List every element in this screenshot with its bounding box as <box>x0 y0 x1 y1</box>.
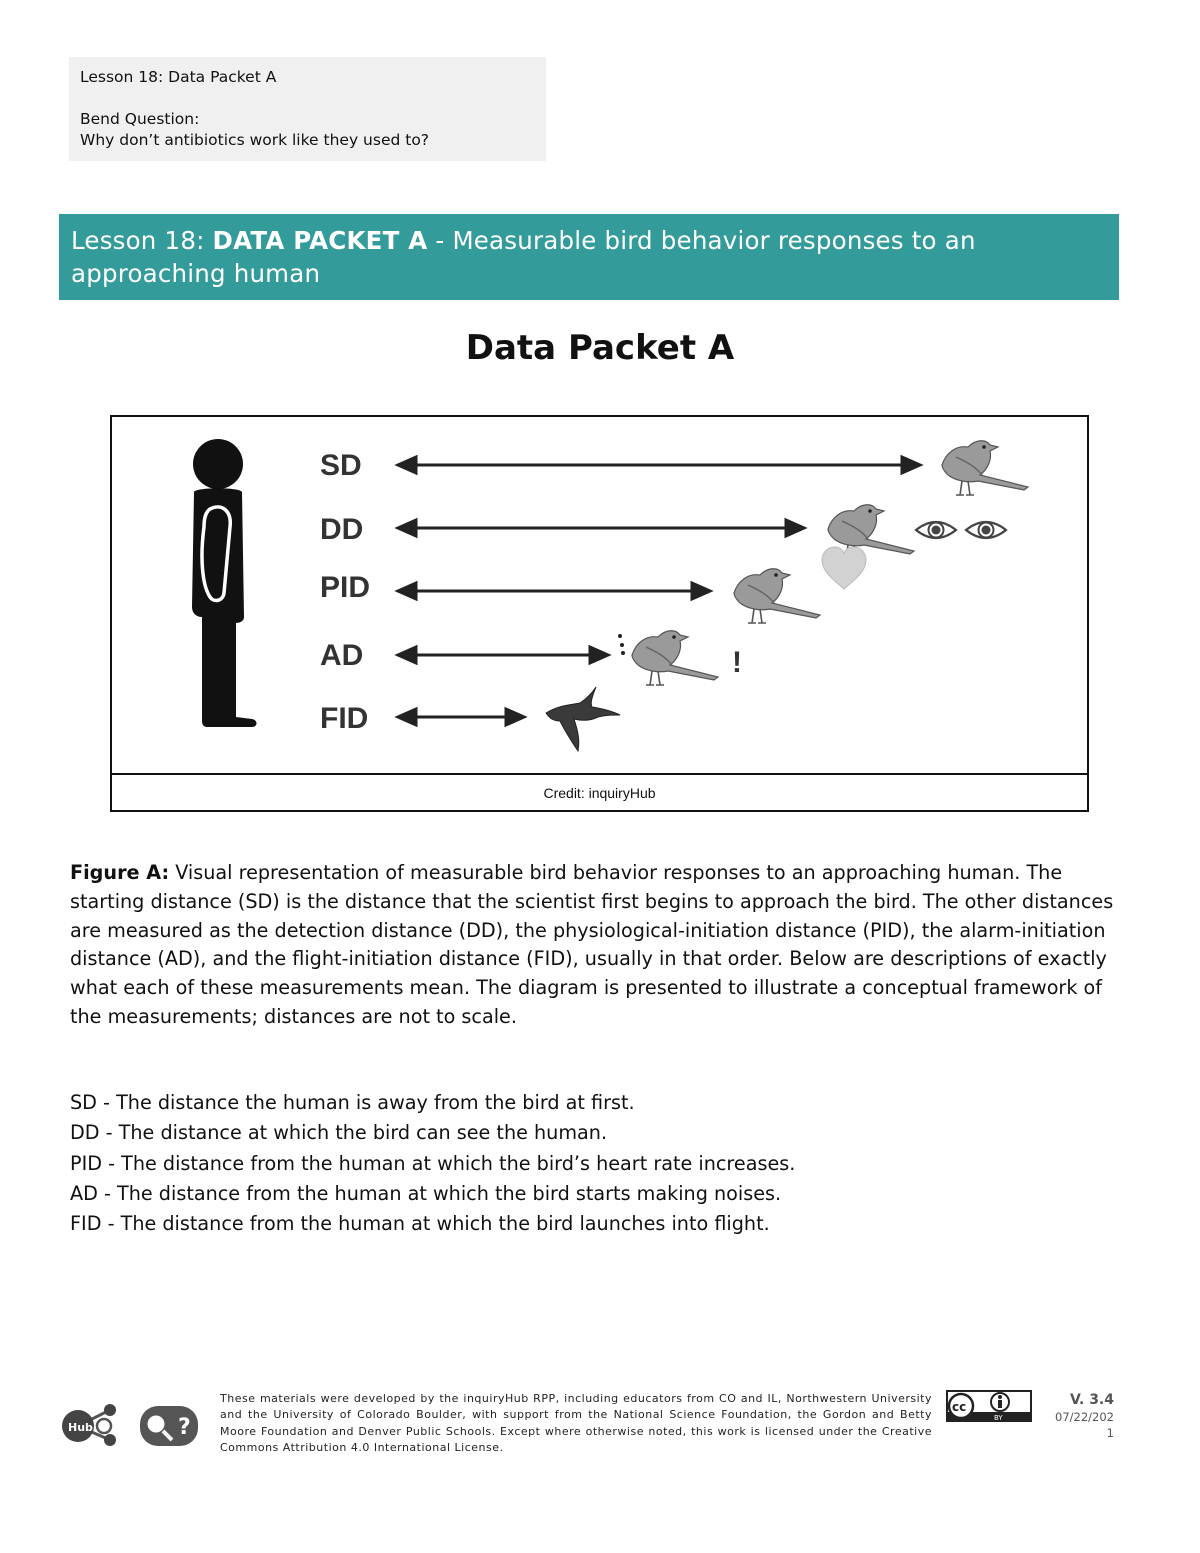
page-title: Data Packet A <box>465 328 735 368</box>
definition-fid: FID - The distance from the human at which the bird launches into flight. <box>70 1212 770 1236</box>
label-pid: PID <box>320 571 371 604</box>
definition-sd: SD - The distance the human is away from the bird at first. <box>70 1091 635 1114</box>
footer-license-text: These materials were developed by the inquiryHub RPP, including educators from CO and IL, Northwestern University and the University of Colorado Boulder, with support from the National Science Foundation, the Gordon and Betty Moore Foundation and Denver Public Schools. Except where otherwise noted, this work is licensed under the Creative Commons Attribution 4.0 International License. <box>220 1392 932 1455</box>
version-block <box>1040 1392 1114 1441</box>
alarm-marks-icon <box>618 634 625 655</box>
figure-a <box>110 415 1089 812</box>
cc-by-label: BY <box>994 1414 1003 1422</box>
inquiryhub-logo <box>60 1396 210 1452</box>
arrow-sd <box>398 457 920 473</box>
version-date: 07/22/202 <box>1055 1410 1114 1424</box>
arrow-pid <box>398 583 710 599</box>
banner-prefix: Lesson 18: <box>71 226 213 255</box>
definitions-list <box>70 1088 1135 1239</box>
figure-credit: Credit: inquiryHub <box>112 773 1087 810</box>
section-banner <box>59 214 1119 300</box>
bend-question: Why don’t antibiotics work like they used to? <box>80 131 430 149</box>
lesson-label: Lesson 18: Data Packet A <box>80 68 277 86</box>
magnifier-question-icon <box>140 1406 198 1446</box>
definition-pid: PID - The distance from the human at which the bird’s heart rate increases. <box>70 1151 796 1175</box>
bend-question-label: Bend Question: <box>80 110 200 128</box>
label-fid: FID <box>320 702 369 735</box>
exclamation-mark: ! <box>732 646 742 679</box>
bird-icon-pid <box>734 569 820 623</box>
figure-diagram <box>112 417 1087 773</box>
banner-rest: - Measurable bird behavior responses to an approaching human <box>71 226 976 288</box>
caption-label: Figure A: <box>70 861 170 884</box>
definition-dd: DD - The distance at which the bird can see the human. <box>70 1121 608 1145</box>
flying-bird-icon <box>546 687 620 751</box>
figure-caption <box>70 859 1135 1032</box>
cc-by-badge[interactable] <box>946 1390 1032 1422</box>
heart-icon <box>822 547 866 589</box>
arrow-dd <box>398 520 804 536</box>
svg-text:cc: cc <box>952 1400 967 1414</box>
lesson-header-box <box>69 57 546 161</box>
bird-icon-sd <box>942 441 1028 495</box>
definition-ad: AD - The distance from the human at which the bird starts making noises. <box>70 1181 782 1205</box>
eyes-icon <box>916 522 1006 538</box>
arrow-ad <box>398 647 608 663</box>
label-sd: SD <box>320 449 362 482</box>
svg-text:?: ? <box>178 1415 191 1440</box>
person-icon <box>192 439 257 727</box>
bird-icon-ad <box>632 631 718 685</box>
version-number: V. 3.4 <box>1069 1392 1114 1408</box>
label-ad: AD <box>320 639 364 672</box>
arrow-fid <box>398 709 524 725</box>
banner-bold: DATA PACKET A <box>212 226 428 255</box>
hub-logo-text: Hub <box>68 1421 93 1434</box>
label-dd: DD <box>320 513 364 546</box>
caption-text: Visual representation of measurable bird behavior responses to an approaching human. The starting distance (SD) is the distance that the scientist first begins to approach the bird. The other distances are measured as the detection distance (DD), the physiological-initiation distance (PID), the alarm-initiation distance (AD), and the flight-initiation distance (FID), usually in that order. Below are descriptions of exactly what each of these measurements mean. The diagram is presented to illustrate a conceptual framework of the measurements; distances are not to scale. <box>70 861 1114 1028</box>
version-date-cont: 1 <box>1106 1426 1114 1440</box>
footer-logos <box>60 1396 210 1456</box>
